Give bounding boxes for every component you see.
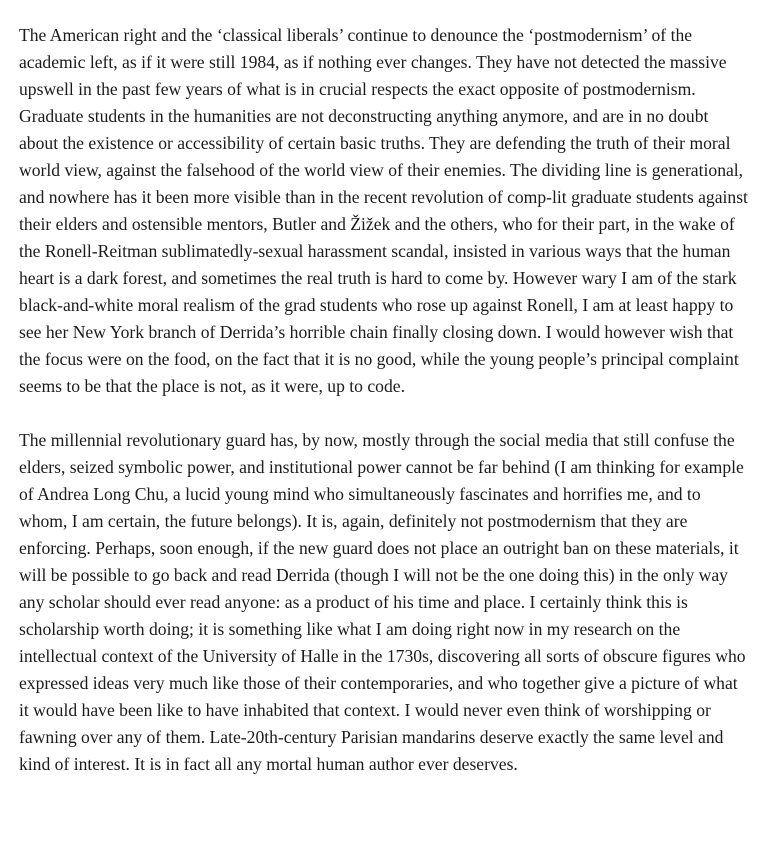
paragraph-revolutionary-guard: The millennial revolutionary guard has, by now, mostly through the social media that still confuse the elders, seized symbolic power, and institutional power cannot be far behind (I am thinking for example of Andrea Long Chu, a lucid young mind who simultaneously fascinates and horrifies me, and to whom, I am certain, the future belongs). It is, again, definitely not postmodernism that they are enforcing. Perhaps, soon enough, if the new guard does not place an outright ban on these materials, it will be possible to go back and read Derrida (though I will not be the one doing this) in the only way any scholar should ever read anyone: as a product of his time and place. I certainly think this is scholarship worth doing; it is something like what I am doing right now in my research on the intellectual context of the University of Halle in the 1730s, discovering all sorts of obscure figures who expressed ideas very much like those of their contemporaries, and who together give a picture of what it would have been like to have inhabited that context. I would never even think of worshipping or fawning over any of them. Late-20th-century Parisian mandarins deserve exactly the same level and kind of interest. It is in fact all any mortal human author ever deserves.: [19, 430, 746, 774]
paragraph-postmodernism: The American right and the ‘classical liberals’ continue to denounce the ‘postmodernism’ of the academic left, as if it were still 1984, as if nothing ever changes. They have not detected the massive upswell in the past few years of what is in crucial respects the exact opposite of postmodernism. Graduate students in the humanities are not deconstructing anything anymore, and are in no doubt about the existence or accessibility of certain basic truths. They are defending the truth of their moral world view, against the falsehood of the world view of their enemies. The dividing line is generational, and nowhere has it been more visible than in the recent revolution of comp-lit graduate students against their elders and ostensible mentors, Butler and Žižek and the others, who for their part, in the wake of the Ronell-Reitman sublimatedly-sexual harassment scandal, insisted in various ways that the human heart is a dark forest, and sometimes the real truth is hard to come by. However wary I am of the stark black-and-white moral realism of the grad students who rose up against Ronell, I am at least happy to see her New York branch of Derrida’s horrible chain finally closing down. I would however wish that the focus were on the food, on the fact that it is no good, while the young people’s principal complaint seems to be that the place is not, as it were, up to code.: [19, 25, 748, 396]
